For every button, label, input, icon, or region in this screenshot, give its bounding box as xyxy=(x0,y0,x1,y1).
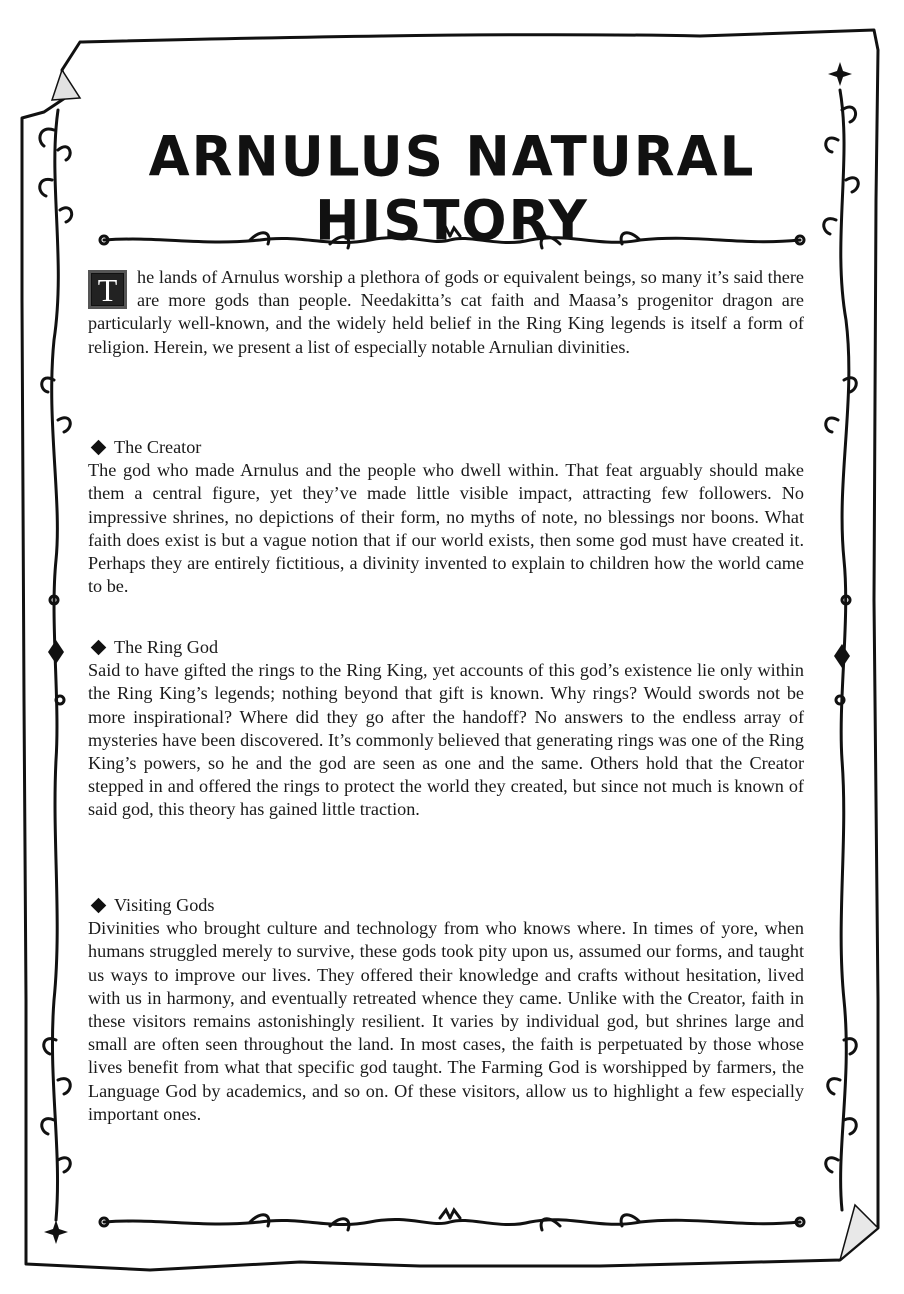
section-body: Divinities who brought culture and technology from who knows where. In times of yore, when humans struggled merely to survive, these gods took pity upon us, assumed our forms, and taught us ways to improve our lives. They offered their knowledge and crafts without hesitation, lived with us in harmony, and eventually retreated whence they came. Unlike with the Creator, faith in these visitors remains astonishingly resilient. It varies by individual god, but shrines large and small are often seen throughout the land. In most cases, the faith is perpetuated by those whose lives benefit from what that specific god taught. The Farming God is worshipped by farmers, the Language God by academics, and so on. Of these visitors, allow us to highlight a few especially important ones. xyxy=(88,918,804,1124)
intro-paragraph xyxy=(88,266,804,359)
section-heading-text: The Creator xyxy=(114,437,202,457)
section-heading-text: Visiting Gods xyxy=(114,895,215,915)
section-body: Said to have gifted the rings to the Ring King, yet accounts of this god’s existence lie only within the Ring King’s legends; nothing beyond that gift is known. Why rings? Would swords not be more inspirational? Where did they go after the handoff? No answers to the endless array of mysteries have been discovered. It’s commonly believed that generating rings was one of the Ring King’s powers, so he and the god are seen as one and the same. Others hold that the Creator stepped in and offered the rings to protect the world they created, but since not much is known of said god, this theory has gained little traction. xyxy=(88,660,804,820)
section-heading-text: The Ring God xyxy=(114,637,219,657)
section-the-ring-god xyxy=(88,636,804,822)
diamond-bullet-icon xyxy=(91,440,107,456)
section-heading xyxy=(88,436,804,459)
diamond-bullet-icon xyxy=(91,898,107,914)
page-title: ARNULUS NATURAL HISTORY xyxy=(148,124,756,254)
section-body: The god who made Arnulus and the people who dwell within. That feat arguably should make them a central figure, yet they’ve made little visible impact, attracting few followers. No impressive shrines, no depictions of their form, no myths of note, no blessings nor boons. What faith does exist is but a vague notion that if our world exists, then some god must have created it. Perhaps they are entirely fictitious, a divinity invented to explain to children how the world came to be. xyxy=(88,460,804,597)
section-visiting-gods xyxy=(88,894,804,1126)
diamond-bullet-icon xyxy=(91,640,107,656)
section-the-creator xyxy=(88,436,804,598)
section-heading xyxy=(88,636,804,659)
intro-text: he lands of Arnulus worship a plethora of gods or equivalent beings, so many it’s said there are more gods than people. Needakitta’s cat faith and Maasa’s progenitor dragon are particularly well-known, and the widely held belief in the Ring King legends is itself a form of religion. Herein, we present a list of especially notable Arnulian divinities. xyxy=(88,267,804,357)
drop-cap: T xyxy=(88,270,127,309)
section-heading xyxy=(88,894,804,917)
